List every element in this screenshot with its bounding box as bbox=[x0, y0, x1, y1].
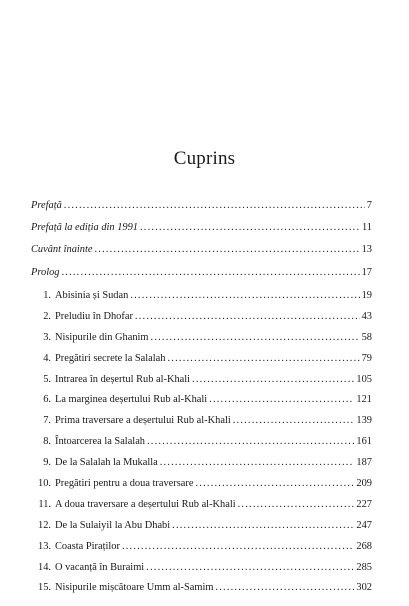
chapter-number: 15. bbox=[38, 582, 51, 594]
dot-leader bbox=[172, 516, 354, 537]
dot-leader bbox=[215, 578, 354, 599]
chapter-number: 2. bbox=[43, 310, 51, 322]
chapter-page: 227 bbox=[356, 498, 372, 510]
chapter-page: 139 bbox=[356, 415, 372, 427]
chapter-entry bbox=[31, 370, 372, 391]
chapter-entry bbox=[31, 286, 372, 307]
chapter-entry bbox=[31, 495, 372, 516]
chapter-number: 14. bbox=[38, 561, 51, 573]
chapter-entry bbox=[31, 390, 372, 411]
toc-entry-page: 17 bbox=[361, 266, 372, 278]
toc-entry-label: Cuvânt înainte bbox=[31, 244, 93, 256]
dot-leader bbox=[195, 474, 354, 495]
chapter-page: 247 bbox=[356, 519, 372, 531]
chapter-page: 105 bbox=[356, 373, 372, 385]
toc-entry bbox=[31, 262, 372, 284]
toc-entry-page: 13 bbox=[361, 244, 372, 256]
chapter-title: Pregătiri secrete la Salalah bbox=[55, 352, 166, 364]
chapter-page: 79 bbox=[361, 352, 372, 364]
chapter-title: Preludiu în Dhofar bbox=[55, 310, 133, 322]
chapter-number: 8. bbox=[43, 436, 51, 448]
toc-entry bbox=[31, 195, 372, 217]
chapter-page: 161 bbox=[356, 436, 372, 448]
dot-leader bbox=[94, 239, 359, 261]
chapter-number: 13. bbox=[38, 540, 51, 552]
chapter-page: 58 bbox=[361, 331, 372, 343]
chapter-page: 187 bbox=[356, 457, 372, 469]
chapter-number: 5. bbox=[43, 373, 51, 385]
front-matter-list bbox=[31, 195, 372, 284]
dot-leader bbox=[64, 195, 365, 217]
chapter-title: Nisipurile mișcătoare Umm al-Samim bbox=[55, 582, 214, 594]
chapter-entry bbox=[31, 328, 372, 349]
chapter-title: Nisipurile din Ghanim bbox=[55, 331, 149, 343]
chapter-page: 268 bbox=[356, 540, 372, 552]
chapter-title: Întoarcerea la Salalah bbox=[55, 436, 145, 448]
dot-leader bbox=[238, 495, 355, 516]
dot-leader bbox=[209, 390, 354, 411]
chapter-title: Coasta Piraților bbox=[55, 540, 120, 552]
dot-leader bbox=[122, 537, 354, 558]
chapter-number: 11. bbox=[38, 498, 51, 510]
toc-entry-label: Prefață bbox=[31, 200, 62, 211]
chapter-number: 6. bbox=[43, 394, 51, 406]
chapter-list bbox=[31, 286, 372, 599]
chapter-number: 10. bbox=[38, 478, 51, 490]
chapter-entry bbox=[31, 474, 372, 495]
dot-leader bbox=[140, 217, 360, 239]
chapter-entry bbox=[31, 411, 372, 432]
dot-leader bbox=[147, 432, 354, 453]
chapter-entry bbox=[31, 537, 372, 558]
chapter-title: O vacanță în Buraimi bbox=[55, 561, 145, 573]
chapter-page: 302 bbox=[356, 582, 372, 594]
chapter-number: 7. bbox=[43, 415, 51, 427]
dot-leader bbox=[130, 286, 359, 307]
chapter-title: Intrarea în deșertul Rub al-Khali bbox=[55, 373, 191, 385]
dot-leader bbox=[233, 411, 355, 432]
dot-leader bbox=[160, 453, 355, 474]
chapter-entry bbox=[31, 578, 372, 599]
dot-leader bbox=[168, 349, 360, 370]
chapter-page: 19 bbox=[361, 290, 372, 301]
chapter-number: 1. bbox=[43, 290, 51, 301]
chapter-entry bbox=[31, 516, 372, 537]
chapter-page: 43 bbox=[361, 310, 372, 322]
chapter-entry bbox=[31, 349, 372, 370]
dot-leader bbox=[192, 370, 354, 391]
dot-leader bbox=[146, 558, 354, 579]
page-title: Cuprins bbox=[173, 148, 236, 169]
toc-entry bbox=[31, 239, 372, 261]
chapter-title: Pregătiri pentru a doua traversare bbox=[55, 478, 194, 490]
chapter-entry bbox=[31, 432, 372, 453]
dot-leader bbox=[151, 328, 360, 349]
dot-leader bbox=[135, 307, 360, 328]
chapter-title: Prima traversare a deșertului Rub al-Khali bbox=[55, 415, 231, 427]
chapter-page: 209 bbox=[356, 478, 372, 490]
toc-entry-label: Prefață la ediția din 1991 bbox=[31, 222, 138, 234]
toc-entry-label: Prolog bbox=[31, 266, 60, 278]
chapter-number: 3. bbox=[43, 331, 51, 343]
chapter-entry bbox=[31, 453, 372, 474]
chapter-title: De la Sulaiyil la Abu Dhabi bbox=[55, 519, 171, 531]
chapter-title: Abisinia și Sudan bbox=[55, 290, 129, 301]
chapter-entry bbox=[31, 307, 372, 328]
chapter-number: 4. bbox=[43, 352, 51, 364]
chapter-title: De la Salalah la Mukalla bbox=[55, 457, 158, 469]
chapter-entry bbox=[31, 558, 372, 579]
toc-entry-page: 7 bbox=[366, 200, 372, 211]
chapter-number: 12. bbox=[38, 519, 51, 531]
toc-entry-page: 11 bbox=[361, 222, 372, 234]
dot-leader bbox=[61, 262, 359, 284]
toc-entry bbox=[31, 217, 372, 239]
chapter-number: 9. bbox=[43, 457, 51, 469]
chapter-title: A doua traversare a deșertului Rub al-Khali bbox=[55, 498, 236, 510]
chapter-page: 285 bbox=[356, 561, 372, 573]
chapter-title: La marginea deșertului Rub al-Khali bbox=[55, 394, 208, 406]
chapter-page: 121 bbox=[356, 394, 372, 406]
